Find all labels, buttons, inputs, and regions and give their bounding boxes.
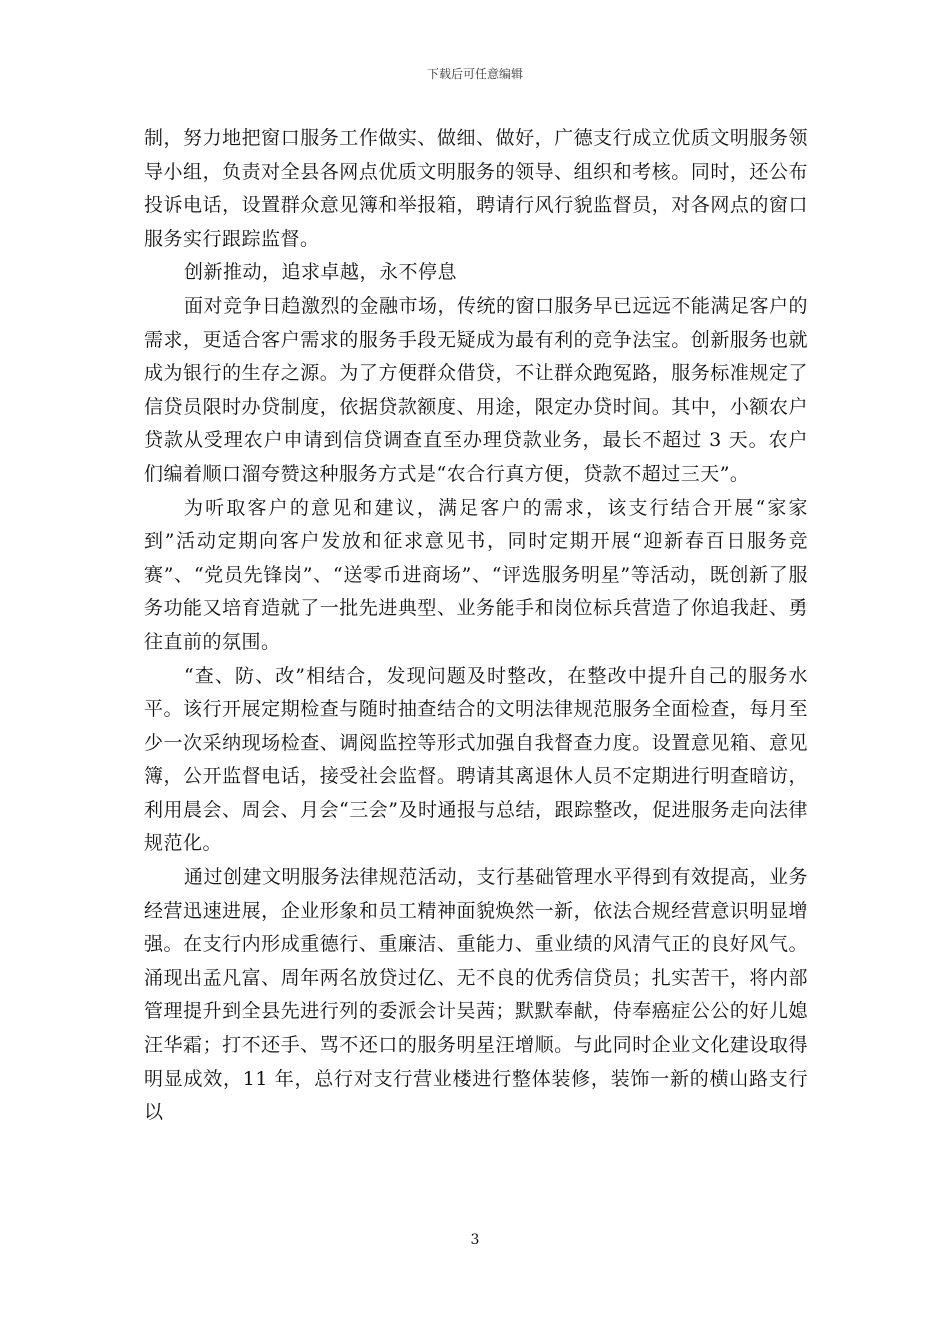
page-header: 下载后可任意编辑 (426, 67, 523, 81)
document-body (144, 122, 808, 1130)
paragraph: 通过创建文明服务法律规范活动，支行基础管理水平得到有效提高，业务经营迅速进展，企业形象和员工精神面貌焕然一新，依法合规经营意识明显增强。在支行内形成重德行、重廉洁、重能力、重业绩的风清气正的良好风气。涌现出孟凡富、周年两名放贷过亿、无不良的优秀信贷员；扎实苦干，将内部管理提升到全县先进行列的委派会计吴茜；默默奉献，侍奉癌症公公的好儿媳汪华霜；打不还手、骂不还口的服务明星汪增顺。与此同时企业文化建设取得明显成效，11 年，总行对支行营业楼进行整体装修，装饰一新的横山路支行以 (144, 866, 809, 1124)
paragraph: 为听取客户的意见和建议，满足客户的需求，该支行结合开展“家家到”活动定期向客户发放和征求意见书，同时定期开展“迎新春百日服务竞赛”、“党员先锋岗”、“送零币进商场”、“评选服务明星”等活动，既创新了服务功能又培育造就了一批先进典型、业务能手和岗位标兵营造了你追我赶、勇往直前的氛围。 (144, 496, 808, 653)
page-number: 3 (470, 1232, 480, 1248)
paragraph: 面对竞争日趋激烈的金融市场，传统的窗口服务早已远远不能满足客户的需求，更适合客户需求的服务手段无疑成为最有利的竞争法宝。创新服务也就成为银行的生存之源。为了方便群众借贷，不让群众跑冤路，服务标准规定了信贷员限时办贷制度，依据贷款额度、用途，限定办贷时间。其中，小额农户贷款从受理农户申请到信贷调查直至办理贷款业务，最长不超过 3 天。农户们编着顺口溜夸赞这种服务方式是“农合行真方便，贷款不超过三天”。 (144, 294, 809, 485)
section-heading: 创新推动，追求卓越，永不停息 (184, 261, 458, 284)
paragraph: 制，努力地把窗口服务工作做实、做细、做好，广德支行成立优质文明服务领导小组，负责对全县各网点优质文明服务的领导、组织和考核。同时，还公布投诉电话，设置群众意见簿和举报箱，聘请行风行貌监督员，对各网点的窗口服务实行跟踪监督。 (144, 127, 808, 250)
paragraph: “查、防、改”相结合，发现问题及时整改，在整改中提升自己的服务水平。该行开展定期检查与随时抽查结合的文明法律规范服务全面检查，每月至少一次采纳现场检查、调阅监控等形式加强自我督查力度。设置意见箱、意见簿，公开监督电话，接受社会监督。聘请其离退休人员不定期进行明查暗访，利用晨会、周会、月会“三会”及时通报与总结，跟踪整改，促进服务走向法律规范化。 (144, 664, 808, 855)
